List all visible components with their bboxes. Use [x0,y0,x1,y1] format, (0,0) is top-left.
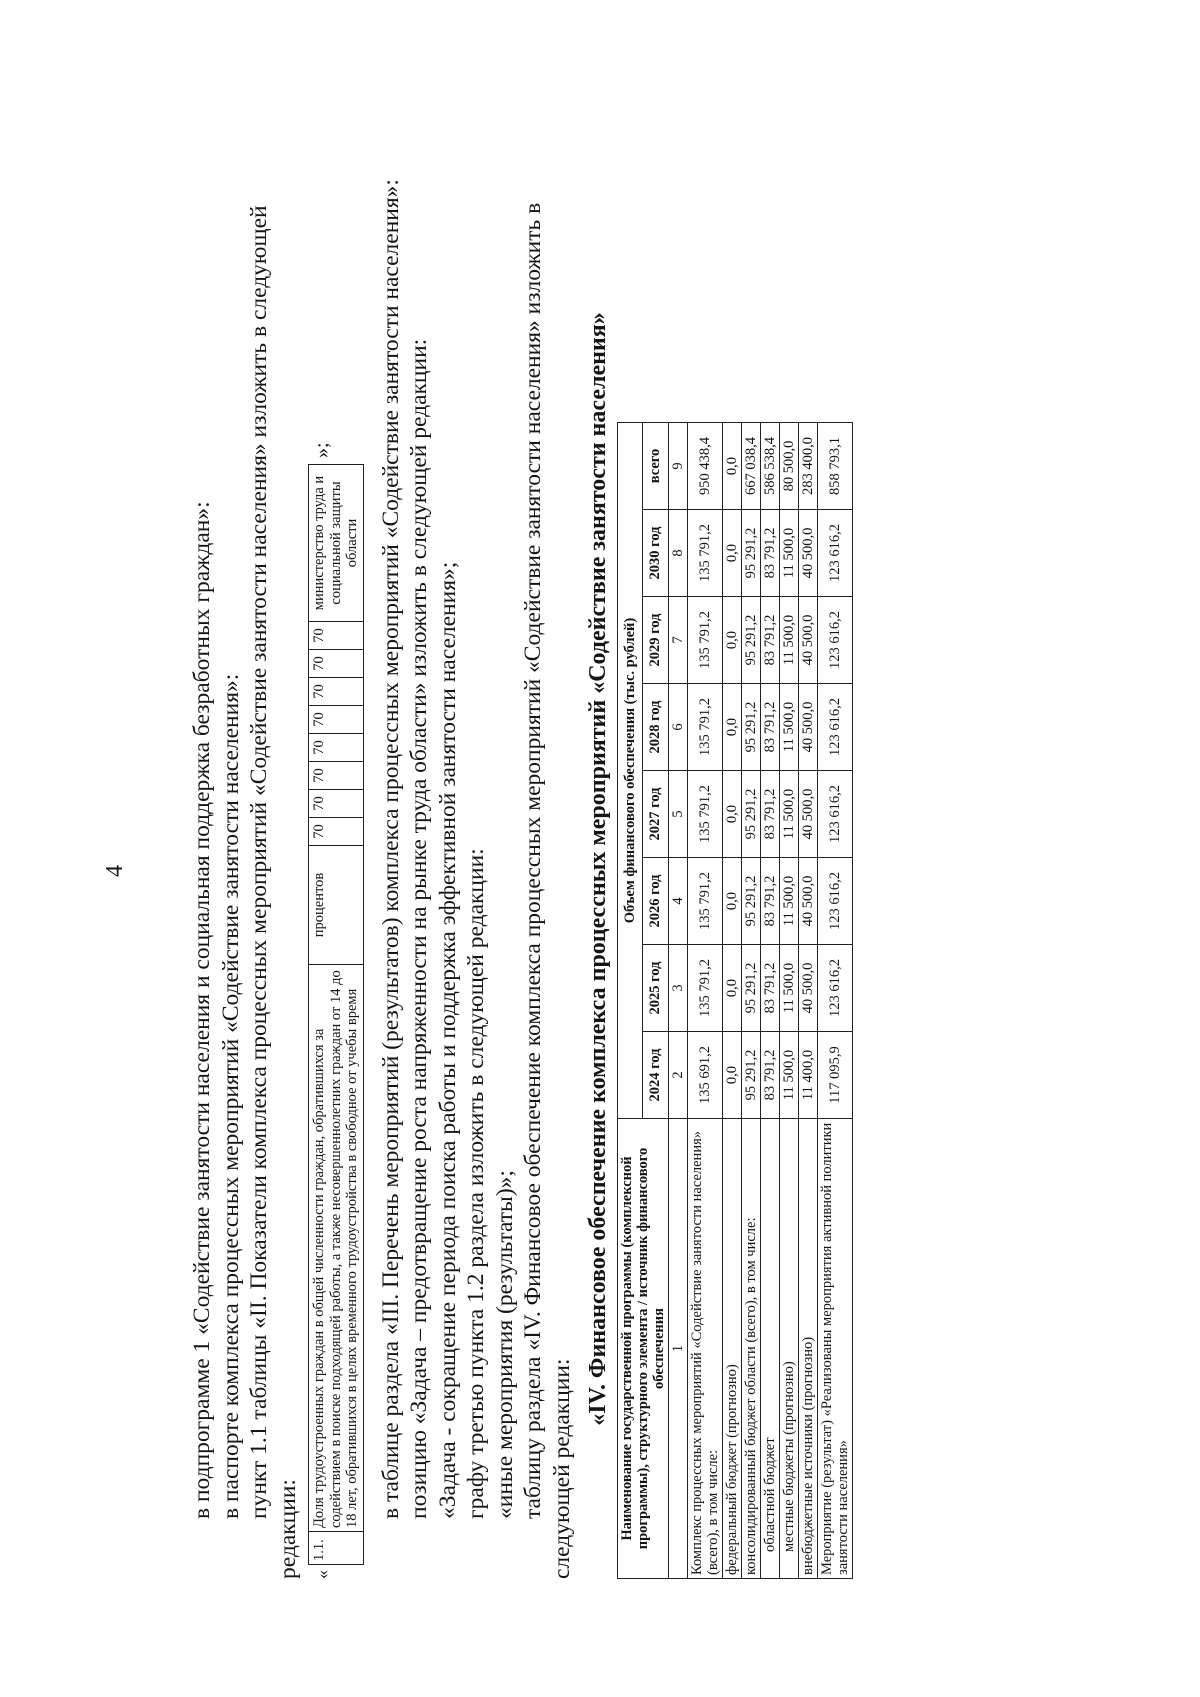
indicator-value: 70 [309,650,364,678]
row-value: 11 500,0 [779,684,798,771]
column-number: 9 [668,423,687,510]
column-number: 4 [668,858,687,945]
table-row [309,465,364,1565]
row-value: 83 791,2 [760,684,779,771]
column-number: 7 [668,597,687,684]
indicator-value: 70 [309,818,364,846]
row-value: 80 500,0 [779,423,798,510]
indicator-value: 70 [309,790,364,818]
row-value: 135 691,2 [687,1032,722,1119]
row-name: внебюджетные источники (прогнозно) [798,1119,817,1579]
page-number: 4 [102,865,128,877]
row-value: 123 616,2 [817,684,852,771]
paragraph: в таблице раздела «III. Перечень мероприятий (результатов) комплекса процессных мероприятий «Содействие занятости населения»: [377,179,404,1519]
row-name: Комплекс процессных мероприятий «Содействие занятости населения» (всего), в том числе: [687,1119,722,1579]
row-value: 858 793,1 [817,423,852,510]
indicator-value: 70 [309,622,364,650]
row-value: 0,0 [722,858,741,945]
row-value: 135 791,2 [687,510,722,597]
indicator-block [308,159,369,1579]
row-value: 283 400,0 [798,423,817,510]
row-value: 0,0 [722,597,741,684]
row-value: 123 616,2 [817,597,852,684]
row-value: 123 616,2 [817,510,852,597]
paragraph: «иные мероприятия (результаты)»; [491,1170,518,1519]
row-name: местные бюджеты (прогнозно) [779,1119,798,1579]
row-value: 83 791,2 [760,1032,779,1119]
row-value: 95 291,2 [741,858,760,945]
row-value: 667 038,4 [741,423,760,510]
row-value: 0,0 [722,684,741,771]
indicator-number: 1.1. [309,1532,364,1565]
table-header-row [617,423,643,1579]
header-year: 2024 год [643,1032,669,1119]
row-value: 40 500,0 [798,684,817,771]
table-row [779,423,798,1579]
row-value: 11 400,0 [798,1032,817,1119]
paragraph: графу третью пункта 1.2 раздела изложить в следующей редакции: [463,848,489,1519]
indicator-value: 70 [309,762,364,790]
header-year: 2028 год [643,684,669,771]
row-value: 135 791,2 [687,771,722,858]
row-value: 11 500,0 [779,771,798,858]
row-value: 40 500,0 [798,510,817,597]
paragraph: в подпрограмме 1 «Содействие занятости населения и социальная поддержка безработных граждан»: [189,501,215,1519]
paragraph: пункт 1.1 таблицы «II. Показатели комплекса процессных мероприятий «Содействие занятости населения» изложить в следующей редакции: [246,205,301,1579]
row-value: 11 500,0 [779,1032,798,1119]
row-name: консолидированный бюджет области (всего), в том числе: [741,1119,760,1579]
row-value: 135 791,2 [687,945,722,1032]
row-value: 0,0 [722,510,741,597]
paragraph: таблицу раздела «IV. Финансовое обеспечение комплекса процессных мероприятий «Содействие занятости населения» изложить в следующей редакции: [520,202,575,1579]
row-value: 123 616,2 [817,945,852,1032]
row-value: 117 095,9 [817,1032,852,1119]
indicator-value: 70 [309,734,364,762]
row-value: 95 291,2 [741,1032,760,1119]
table-row [687,423,722,1579]
column-number: 6 [668,684,687,771]
header-year: 2026 год [643,858,669,945]
row-name: областной бюджет [760,1119,779,1579]
paragraph: «Задача - сокращение периода поиска работы и поддержка эффективной занятости населения»; [434,561,461,1519]
row-name: Мероприятие (результат) «Реализованы мероприятия активной политики занятости населения» [817,1119,852,1579]
row-value: 40 500,0 [798,771,817,858]
column-number: 3 [668,945,687,1032]
header-total: всего [643,423,669,510]
row-value: 95 291,2 [741,684,760,771]
row-value: 135 791,2 [687,858,722,945]
row-value: 0,0 [722,771,741,858]
column-number: 8 [668,510,687,597]
row-value: 40 500,0 [798,597,817,684]
financing-table-body [687,423,852,1579]
row-value: 11 500,0 [779,945,798,1032]
table-row [798,423,817,1579]
header-year: 2029 год [643,597,669,684]
header-year: 2025 год [643,945,669,1032]
paragraph: в паспорте комплекса процессных мероприятий «Содействие занятости населения»: [217,673,244,1519]
row-value: 83 791,2 [760,945,779,1032]
column-number: 5 [668,771,687,858]
table-row [722,423,741,1579]
row-value: 0,0 [722,945,741,1032]
row-value: 11 500,0 [779,597,798,684]
row-value: 0,0 [722,423,741,510]
row-value: 135 791,2 [687,684,722,771]
row-value: 135 791,2 [687,597,722,684]
header-group: Объем финансового обеспечения (тыс. рублей) [617,423,643,1119]
row-value: 40 500,0 [798,945,817,1032]
row-value: 950 438,4 [687,423,722,510]
indicator-value: 70 [309,678,364,706]
row-value: 40 500,0 [798,858,817,945]
indicator-responsible: министерство труда и социальной защиты области [309,465,364,622]
column-number: 1 [668,1119,687,1579]
indicator-name: Доля трудоустроенных граждан в общей численности граждан, обратившихся за содействием в поиске подходящей работы, а также несовершеннолетних граждан от 14 до 18 лет, обратившихся в целях временного трудоустройства в свободное от учебы время [309,965,364,1532]
quote-open: « [312,1570,332,1579]
row-value: 0,0 [722,1032,741,1119]
row-name: федеральный бюджет (прогнозно) [722,1119,741,1579]
table-row [817,423,852,1579]
paragraph: позицию «Задача – предотвращение роста напряженности на рынке труда области» изложить в следующей редакции: [406,338,432,1519]
row-value: 11 500,0 [779,510,798,597]
row-value: 95 291,2 [741,510,760,597]
row-value: 95 291,2 [741,771,760,858]
header-year: 2030 год [643,510,669,597]
header-year: 2027 год [643,771,669,858]
row-value: 586 538,4 [760,423,779,510]
row-value: 95 291,2 [741,597,760,684]
row-value: 83 791,2 [760,771,779,858]
financing-table [617,422,853,1579]
table-row [741,423,760,1579]
section-title: «IV. Финансовое обеспечение комплекса процессных мероприятий «Содействие занятости населения» [585,312,611,1426]
row-value: 123 616,2 [817,771,852,858]
column-number-row [668,423,687,1579]
indicator-table [308,464,364,1565]
document-body [188,159,853,1579]
row-value: 83 791,2 [760,597,779,684]
indicator-value: 70 [309,706,364,734]
column-number: 2 [668,1032,687,1119]
row-value: 83 791,2 [760,510,779,597]
table-row [760,423,779,1579]
row-value: 11 500,0 [779,858,798,945]
row-value: 95 291,2 [741,945,760,1032]
header-name: Наименование государственной программы (комплексной программы), структурного элемента / источник финансового обеспечения [617,1119,668,1579]
row-value: 83 791,2 [760,858,779,945]
quote-close: »; [311,442,333,458]
row-value: 123 616,2 [817,858,852,945]
indicator-unit: процентов [309,846,364,965]
